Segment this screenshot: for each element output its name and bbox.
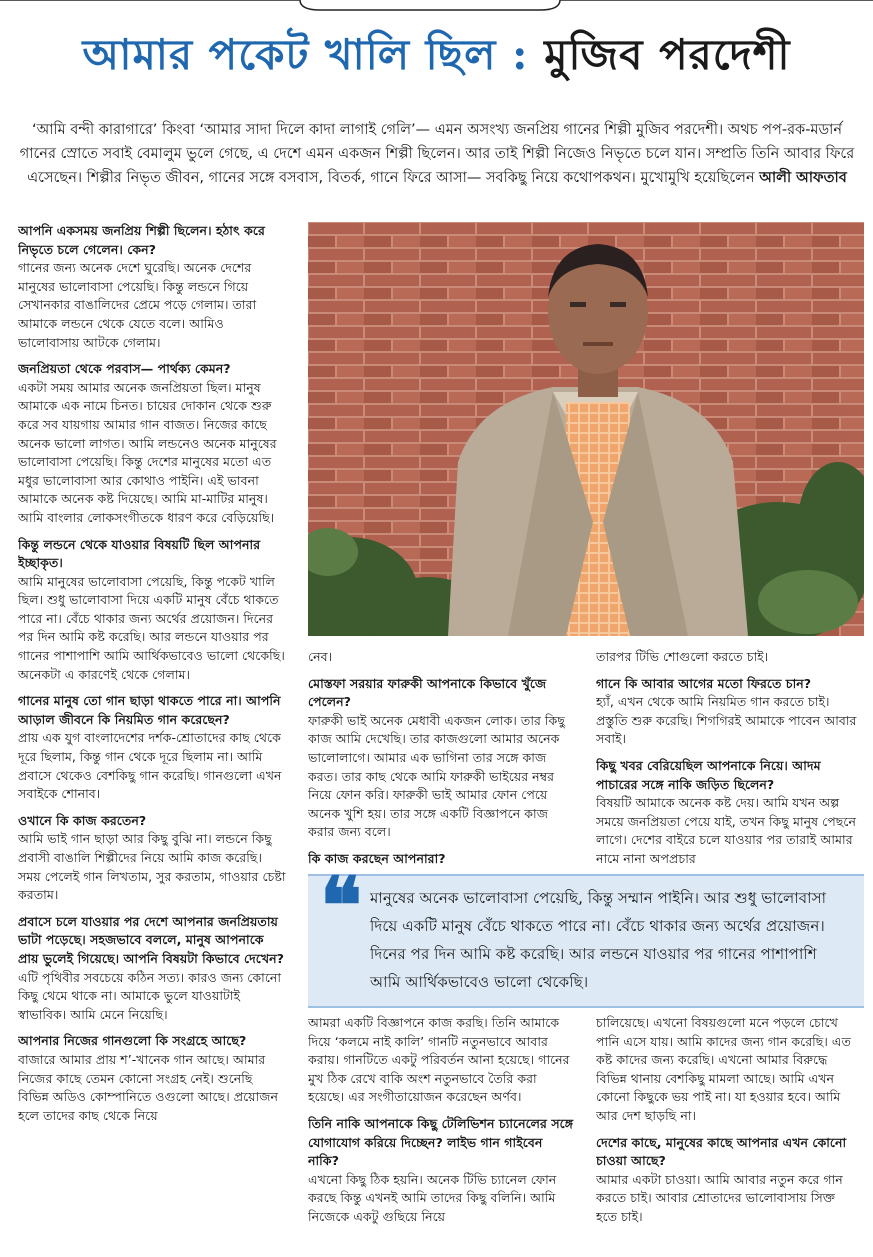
question-text: গানে কি আবার আগের মতো ফিরতে চান? [596, 675, 812, 691]
qa-block [596, 648, 858, 667]
answer-text: একটা সময় আমার অনেক জনপ্রিয়তা ছিল। মানুষ আমাকে এক নামে চিনত। চায়ের দোকান থেকে শুরু করে সব যায়গায় আমার গান বাজত। নিজের কাছে অনেক ভালো লাগত। আমি লন্ডনেও অনেক মানুষের ভালোবাসা পেয়েছি। কিন্তু দেশের মানুষের মতো এত মধুর ভালোবাসা আর কোথাও পাইনি। এই ভাবনা আমাকে অনেক কষ্ট দিয়েছে। আমি মা-মাটির মানুষ। আমি বাংলার লোকসংগীতকে ধারণ করে বেড়িয়েছি। [18, 379, 277, 525]
answer-text: বাজারে আমার প্রায় শ’-খানেক গান আছে। আমার নিজের কাছে তেমন কোনো সংগ্রহ নেই। শুনেছি বিভিন্ন অডিও কোম্পানিতে ওগুলো আছে। প্রয়োজন হলে তাদের কাছ থেকে নিয়ে [18, 1051, 279, 1123]
portrait-photo [308, 222, 864, 636]
qa-block [596, 1134, 858, 1227]
answer-text: আমরা একটি বিজ্ঞাপনে কাজ করছি। তিনি আমাকে দিয়ে ‘কলমে নাই কালি’ গানটি নতুনভাবে আবার করায়। গানটিতে একটু পরিবর্তন আনা হয়েছে। গানের মুখ ঠিক রেখে বাকি অংশ নতুনভাবে তৈরি করা হয়েছে। এর সংগীতায়োজন করেছেন অর্ণব। [308, 1015, 570, 1105]
headline-title: আমার পকেট খালি ছিল [82, 30, 497, 79]
answer-text: তারপর টিভি শোগুলো করতে চাই। [596, 649, 769, 664]
question-text: কিছু খবর বেরিয়েছিল আপনাকে নিয়ে। আদম পাচারের সঙ্গে নাকি জড়িত ছিলেন? [596, 757, 821, 792]
qa-block [596, 757, 858, 869]
answer-text: আমি ভাই গান ছাড়া আর কিছু বুঝি না। লন্ডনে কিছু প্রবাসী বাঙালি শিল্পীদের নিয়ে আমি কাজ করেছি। সময় পেলেই গান লিখতাম, সুর করতাম, গাওয়ার চেষ্টা করতাম। [18, 831, 286, 903]
portrait-illustration [308, 222, 864, 636]
page-top-ornament [0, 0, 873, 12]
question-text: মোস্তফা সরয়ার ফারুকী আপনাকে কিভাবে খুঁজে পেলেন? [308, 675, 547, 710]
question-text: ওখানে কি কাজ করতেন? [18, 812, 147, 828]
pull-quote-box [308, 861, 864, 1008]
intro-text: ‘আমি বন্দী কারাগারে’ কিংবা ‘আমার সাদা দিলে কাদা লাগাই গেলি’— এমন অসংখ্য জনপ্রিয় গানের শিল্পী মুজিব পরদেশী। অথচ পপ-রক-মডার্ন গানের স্রোতে সবাই বেমালুম ভুলে গেছে, এ দেশে এমন একজন শিল্পী ছিলেন। আর তাই শিল্পী নিজেও নিভৃতে চলে যান। সম্প্রতি তিনি আবার ফিরে এসেছেন। শিল্পীর নিভৃত জীবন, গানের সঙ্গে বসবাস, বিতর্ক, গানে ফিরে আসা— সবকিছু নিয়ে কথোপকথন। মুখোমুখি হয়েছিলেন [19, 122, 855, 186]
quote-mark-icon: ❝ [320, 861, 362, 952]
qa-block [18, 222, 286, 352]
qa-block [308, 1115, 576, 1227]
question-text: দেশের কাছে, মানুষের কাছে আপনার এখন কোনো চাওয়া আছে? [596, 1134, 847, 1169]
qa-block [308, 648, 576, 667]
question-text: গানের মানুষ তো গান ছাড়া থাকতে পারে না। আপনি আড়াল জীবনে কি নিয়মিত গান করেছেন? [18, 693, 281, 727]
question-text: আপনার নিজের গানগুলো কি সংগ্রহে আছে? [18, 1033, 247, 1049]
question-text: জনপ্রিয়তা থেকে পরবাস— পার্থক্য কেমন? [18, 361, 231, 377]
answer-text: গানের জন্য অনেক দেশে ঘুরেছি। অনেক দেশের মানুষের ভালোবাসা পেয়েছি। কিন্তু লন্ডনে গিয়ে সেখানকার বাঙালিদের প্রেমে পড়ে গেলাম। তারা আমাকে লন্ডনে থেকে যেতে বলে। আমিও ভালোবাসায় আটকে গেলাম। [18, 260, 257, 350]
headline-name: মুজিব পরদেশী [544, 30, 791, 79]
answer-text: এখনো কিছু ঠিক হয়নি। অনেক টিভি চ্যানেল ফোন করছে কিন্তু এখনই আমি তাদের কিছু বলিনি। আমি নিজেকে একটু গুছিয়ে নিয়ে [308, 1171, 557, 1224]
intro-author: আলী আফতাব [759, 170, 847, 186]
headline [0, 22, 873, 93]
question-text: তিনি নাকি আপনাকে কিছু টেলিভিশন চ্যানেলের সঙ্গে যোগাযোগ করিয়ে দিচ্ছেন? লাইভ গান গাইবেন নাকি? [308, 1115, 574, 1169]
qa-block [596, 675, 858, 749]
qa-block [18, 1032, 286, 1125]
answer-text: বিষয়টি আমাকে অনেক কষ্ট দেয়। আমি যখন অল্প সময়ে জনপ্রিয়তা পেয়ে যাই, তখন কিছু মানুষ পেছনে লাগে। দেশের বাইরে চলে যাওয়ার পর তারাই আমার নামে নানা অপপ্রচার [596, 795, 856, 866]
answer-text: এটি পৃথিবীর সবচেয়ে কঠিন সত্য। কারও জন্য কোনো কিছু থেমে থাকে না। আমাকে ভুলে যাওয়াটাই স্বাভাবিক। আমি মেনে নিয়েছি। [18, 969, 282, 1022]
article-column-1 [18, 222, 286, 1252]
answer-text: আমার একটা চাওয়া। আমি আবার নতুন করে গান করতে চাই। আবার শ্রোতাদের ভালোবাসায় সিক্ত হতে চাই। [596, 1171, 843, 1224]
headline-separator: : [512, 30, 529, 79]
qa-block [308, 1014, 576, 1107]
qa-block [18, 536, 286, 685]
intro-paragraph [18, 118, 856, 190]
answer-text: চালিয়েছে। এখনো বিষয়গুলো মনে পড়লে চোখে পানি এসে যায়। আমি কাদের জন্য গান করেছি। এত কষ্ট কাদের জন্য করেছি। এখনো আমার বিরুদ্ধে বিভিন্ন থানায় বেশকিছু মামলা আছে। আমি এখন কোনো কিছুকে ভয় পাই না। যা হওয়ার হবে। আমি আর দেশ ছাড়ছি না। [596, 1015, 851, 1123]
qa-block [18, 913, 286, 1025]
answer-text: প্রায় এক যুগ বাংলাদেশের দর্শক-শ্রোতাদের কাছ থেকে দূরে ছিলাম, কিন্তু গান থেকে দূরে ছিলাম না। আমি প্রবাসে থেকেও বেশকিছু গান করেছি। গানগুলো এখন সবাইকে শোনাব। [18, 730, 282, 802]
answer-text: ফারুকী ভাই অনেক মেধাবী একজন লোক। তার কিছু কাজ আমি দেখেছি। তার কাজগুলো আমার অনেক ভালোলাগে। আমার এক ভাগিনা তার সঙ্গে কাজ করত। তার কাছ থেকে আমি ফারুকী ভাইয়ের নম্বর নিয়ে ফোন করি। ফারুকী ভাই আমার ফোন পেয়ে অনেক খুশি হয়। তার সঙ্গে একটি বিজ্ঞাপনে কাজ করার জন্য বলে। [308, 712, 565, 840]
qa-block [596, 1014, 858, 1126]
qa-block [18, 812, 286, 905]
article-column-4 [308, 1014, 576, 1252]
article-column-2 [308, 648, 576, 868]
qa-block [18, 692, 286, 804]
pull-quote-text: মানুষের অনেক ভালোবাসা পেয়েছি, কিন্তু সম্মান পাইনি। আর শুধু ভালোবাসা দিয়ে একটি মানুষ বেঁচে থাকতে পারে না। বেঁচে থাকার জন্য অর্থের প্রয়োজন। দিনের পর দিন আমি কষ্ট করেছি। আর লন্ডনে যাওয়ার পর গানের পাশাপাশি আমি আর্থিকভাবেও ভালো থেকেছি। [370, 889, 827, 991]
question-text: প্রবাসে চলে যাওয়ার পর দেশে আপনার জনপ্রিয়তায় ভাটা পড়েছে। সহজভাবে বললে, মানুষ আপনাকে প্রায় ভুলেই গিয়েছে। আপনি বিষয়টা কিভাবে দেখেন? [18, 913, 284, 966]
article-column-3 [596, 648, 858, 870]
answer-text: আমি মানুষের ভালোবাসা পেয়েছি, কিন্তু পকেট খালি ছিল। শুধু ভালোবাসা দিয়ে একটি মানুষ বেঁচে থাকতে পারে না। বেঁচে থাকার জন্য অর্থের প্রয়োজন। দিনের পর দিন আমি কষ্ট করেছি। আর লন্ডনে যাওয়ার পর গানের পাশাপাশি আমি আর্থিকভাবেও ভালো থেকেছি। অনেকটা এ কারণেই থেকে গেলাম। [18, 573, 285, 682]
article-column-5 [596, 1014, 858, 1252]
answer-text: নেব। [308, 649, 333, 664]
question-text: কিন্তু লন্ডনে থেকে যাওয়ার বিষয়টি ছিল আপনার ইচ্ছাকৃত। [18, 536, 261, 571]
question-text: আপনি একসময় জনপ্রিয় শিল্পী ছিলেন। হঠাৎ করে নিভৃতে চলে গেলেন। কেন? [18, 223, 265, 257]
qa-block [308, 675, 576, 842]
qa-block [18, 360, 286, 527]
question-text: কি কাজ করছেন আপনারা? [308, 850, 446, 866]
answer-text: হ্যাঁ, এখন থেকে আমি নিয়মিত গান করতে চাই। প্রস্তুতি শুরু করেছি। শিগগিরই আমাকে পাবেন আবার সবাই। [596, 694, 857, 747]
